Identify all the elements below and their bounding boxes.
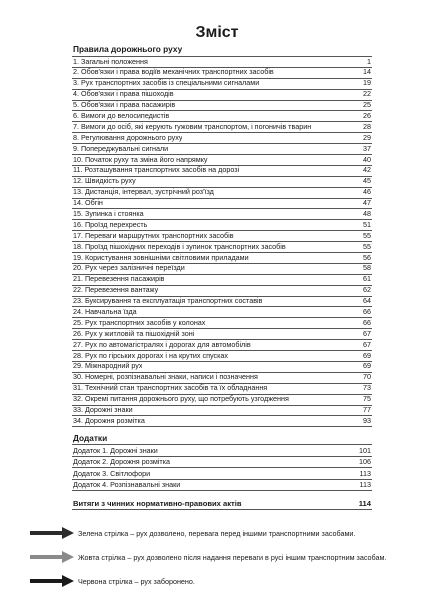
toc-row[interactable]	[72, 416, 372, 427]
toc-row[interactable]	[72, 351, 372, 362]
toc-row[interactable]	[72, 253, 372, 264]
toc-entry-label: 29. Міжнародний рух	[73, 361, 143, 371]
toc-page-number: 67	[363, 329, 371, 338]
toc-row[interactable]	[72, 101, 372, 112]
toc-page-number: 66	[363, 307, 371, 316]
toc-entry-label: 33. Дорожні знаки	[73, 405, 133, 414]
toc-page-number: 75	[363, 394, 371, 404]
extracts-label: Витяги з чинних нормативно-правових актів	[73, 499, 242, 508]
toc-entry-label: 26. Рух у житловій та пішохідній зоні	[73, 329, 195, 338]
appendix-heading: Додатки	[73, 433, 108, 443]
legend-item	[30, 574, 195, 588]
toc-row[interactable]	[72, 177, 372, 188]
toc-page-number: 37	[363, 144, 371, 153]
toc-page-number: 51	[363, 220, 371, 229]
toc-page-number: 67	[363, 340, 371, 349]
toc-entry-label: 25. Рух транспортних засобів у колонах	[73, 318, 206, 327]
toc-row[interactable]	[72, 79, 372, 90]
toc-entry-label: 4. Обов'язки і права пішоходів	[73, 89, 174, 99]
toc-entry-label: 17. Переваги маршрутних транспортних засобів	[73, 231, 234, 240]
toc-entry-label: 12. Швидкість руху	[73, 176, 136, 186]
toc-page-number: 14	[363, 67, 371, 77]
toc-row[interactable]	[72, 297, 372, 308]
toc-entry-label: 31. Технічний стан транспортних засобів та їх обладнання	[73, 383, 268, 393]
toc-page-number: 25	[363, 100, 371, 110]
toc-row[interactable]	[72, 340, 372, 351]
toc-row[interactable]	[72, 457, 372, 469]
arrow-right-icon	[30, 575, 74, 587]
toc-entry-label: 2. Обов'язки і права водіїв механічних транспортних засобів	[73, 67, 274, 77]
toc-entry-label: 11. Розташування транспортних засобів на дорозі	[73, 165, 240, 175]
toc-entry-label: 21. Перевезення пасажирів	[73, 274, 165, 284]
toc-entry-label: 9. Попереджувальні сигнали	[73, 144, 169, 153]
toc-entry-label: 34. Дорожня розмітка	[73, 416, 145, 425]
toc-entry-label: 1. Загальні положення	[73, 57, 148, 66]
toc-entry-label: 24. Навчальна їзда	[73, 307, 137, 316]
toc-page-number: 62	[363, 285, 371, 295]
toc-entry-label: 28. Рух по гірських дорогах і на крутих спусках	[73, 351, 228, 360]
toc-entry-label: Додаток 3. Світлофори	[73, 468, 151, 478]
toc-page-number: 101	[359, 445, 371, 455]
toc-row[interactable]	[72, 242, 372, 253]
legend-text: Зелена стрілка – рух дозволено, перевага перед іншими транспортними засобами.	[78, 528, 356, 538]
toc-row[interactable]	[72, 90, 372, 101]
toc-entry-label: 18. Проїзд пішохідних переходів і зупинок транспортних засобів	[73, 242, 286, 251]
toc-row[interactable]	[72, 468, 372, 480]
toc-entry-label: 7. Вимоги до осіб, які керують гужовим транспортом, і погоничів тварин	[73, 122, 312, 131]
toc-page-number: 77	[363, 405, 371, 414]
toc-row[interactable]	[72, 362, 372, 373]
arrow-right-icon	[30, 551, 74, 563]
toc-row[interactable]	[72, 111, 372, 122]
appendix-list	[72, 444, 372, 491]
toc-entry-label: 22. Перевезення вантажу	[73, 285, 159, 295]
toc-page-number: 47	[363, 198, 371, 208]
toc-row[interactable]	[72, 209, 372, 220]
toc-row[interactable]	[72, 275, 372, 286]
toc-row[interactable]	[72, 220, 372, 231]
toc-entry-label: 13. Дистанція, інтервал, зустрічний роз'їзд	[73, 187, 214, 197]
rules-heading: Правила дорожнього руху	[73, 44, 183, 54]
toc-row[interactable]	[72, 166, 372, 177]
legend-text: Жовта стрілка – рух дозволено після надання переваги в русі іншим транспортним засобам.	[78, 552, 387, 562]
toc-row[interactable]	[72, 480, 372, 492]
legend-item	[30, 550, 386, 564]
toc-row[interactable]	[72, 384, 372, 395]
toc-row[interactable]	[72, 318, 372, 329]
toc-entry-label: 15. Зупинка і стоянка	[73, 209, 144, 218]
toc-page-number: 46	[363, 187, 371, 197]
toc-page-number: 45	[363, 176, 371, 186]
toc-entry-label: 20. Рух через залізничні переїзди	[73, 263, 185, 273]
toc-page-number: 69	[363, 361, 371, 371]
toc-page-number: 56	[363, 253, 371, 262]
toc-page-number: 28	[363, 122, 371, 131]
toc-entry-label: 5. Обов'язки і права пасажирів	[73, 100, 176, 110]
toc-page-number: 48	[363, 209, 371, 218]
toc-row[interactable]	[72, 199, 372, 210]
toc-row[interactable]	[72, 155, 372, 166]
toc-page-number: 69	[363, 351, 371, 360]
toc-entry-label: Додаток 1. Дорожні знаки	[73, 445, 158, 455]
toc-entry-label: 19. Користування зовнішніми світловими приладами	[73, 253, 249, 262]
toc-page-number: 73	[363, 383, 371, 393]
toc-row[interactable]	[72, 264, 372, 275]
toc-row[interactable]	[72, 445, 372, 457]
toc-entry-label: 6. Вимоги до велосипедистів	[73, 111, 170, 120]
toc-entry-label: 8. Регулювання дорожнього руху	[73, 133, 183, 142]
toc-entry-label: 3. Рух транспортних засобів із спеціальними сигналами	[73, 78, 260, 88]
toc-page-number: 26	[363, 111, 371, 120]
toc-list	[72, 56, 372, 427]
extracts-page: 114	[358, 499, 371, 508]
toc-row[interactable]	[72, 68, 372, 79]
extracts-row[interactable]	[72, 498, 372, 510]
toc-row[interactable]	[72, 286, 372, 297]
toc-row[interactable]	[72, 329, 372, 340]
toc-entry-label: 32. Окремі питання дорожнього руху, що потребують узгодження	[73, 394, 289, 404]
toc-entry-label: 16. Проїзд перехресть	[73, 220, 148, 229]
legend-item	[30, 526, 355, 540]
toc-row[interactable]	[72, 188, 372, 199]
toc-page-number: 70	[363, 372, 371, 382]
toc-entry-label: 27. Рух по автомагістралях і дорогах для автомобілів	[73, 340, 251, 349]
toc-page-number: 58	[363, 263, 371, 273]
toc-row[interactable]	[72, 307, 372, 318]
toc-entry-label: 10. Початок руху та зміна його напрямку	[73, 155, 208, 164]
toc-page-number: 40	[363, 155, 371, 164]
toc-row[interactable]	[72, 395, 372, 406]
toc-entry-label: 14. Обгін	[73, 198, 103, 208]
arrow-right-icon	[30, 527, 74, 539]
toc-page-number: 93	[363, 416, 371, 425]
toc-row[interactable]	[72, 133, 372, 144]
toc-page-number: 19	[363, 78, 371, 88]
page-title: Зміст	[195, 24, 239, 41]
toc-row[interactable]	[72, 406, 372, 417]
toc-row[interactable]	[72, 373, 372, 384]
toc-page-number: 66	[363, 318, 371, 327]
toc-page-number: 61	[363, 274, 371, 284]
toc-page-number: 113	[359, 468, 371, 478]
toc-page-number: 1	[367, 57, 371, 66]
toc-page-number: 29	[363, 133, 371, 142]
toc-page-number: 55	[363, 231, 371, 240]
toc-row[interactable]	[72, 144, 372, 155]
toc-row[interactable]	[72, 231, 372, 242]
legend-text: Червона стрілка – рух заборонено.	[78, 576, 195, 586]
toc-page-number: 55	[363, 242, 371, 251]
toc-page-number: 64	[363, 296, 371, 306]
toc-page-number: 106	[359, 457, 371, 467]
toc-entry-label: 30. Номерні, розпізнавальні знаки, написи і позначення	[73, 372, 258, 382]
toc-entry-label: Додаток 4. Розпізнавальні знаки	[73, 480, 181, 490]
toc-row[interactable]	[72, 57, 372, 68]
toc-page-number: 22	[363, 89, 371, 99]
toc-page-number: 42	[363, 165, 371, 175]
toc-page-number: 113	[359, 480, 371, 490]
toc-entry-label: 23. Буксирування та експлуатація транспортних составів	[73, 296, 263, 306]
toc-entry-label: Додаток 2. Дорожня розмітка	[73, 457, 171, 467]
toc-row[interactable]	[72, 122, 372, 133]
